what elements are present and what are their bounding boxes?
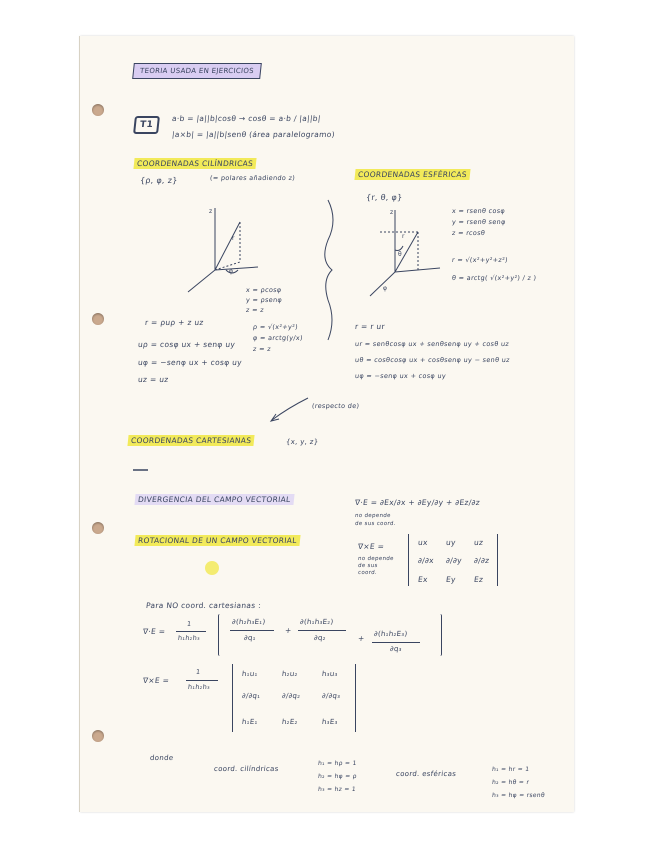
scale-sph-h3: h₃ = hφ = rsenθ (491, 792, 546, 799)
rot-cell: Ez (473, 575, 484, 584)
cyl-r-vec: r = ρuρ + z uz (144, 318, 205, 327)
rotational-note-2: de sus (357, 563, 378, 569)
fraction-bar (176, 631, 206, 632)
plus-sign: + (357, 634, 366, 643)
rot-cell: uy (445, 538, 457, 547)
plus-sign: + (284, 626, 293, 635)
cyl-inv-rho: ρ = √(x²+y²) (252, 323, 299, 331)
cyl-u-phi: uφ = −senφ ux + cosφ uy (137, 358, 243, 367)
phi-label: φ (383, 285, 387, 292)
scale-cyl-h2: h₂ = hφ = ρ (317, 773, 358, 780)
r-label: r (232, 235, 235, 242)
rot-g-cell: ∂/∂q₃ (321, 692, 341, 700)
rot-cell: ux (417, 538, 429, 547)
div-term1-num: ∂(h₂h₃E₁) (231, 618, 266, 626)
sph-u-r: ur = senθcosφ ux + senθsenφ uy + cosθ uz (354, 340, 510, 348)
divergence-note-1: no depende (354, 513, 392, 519)
scale-sph-h1: h₁ = hr = 1 (491, 766, 530, 773)
div-term3-den: ∂q₃ (389, 645, 403, 653)
non-cartesian-note: Para NO coord. cartesianas : (145, 601, 262, 610)
scale-cyl-h3: h₃ = hz = 1 (317, 786, 357, 793)
div-general-lhs: ∇·E = (142, 627, 166, 636)
scale-cyl-label: coord. cilíndricas (213, 765, 280, 773)
rot-g-cell: h₃u₃ (321, 670, 339, 678)
rot-cell: Ey (445, 575, 457, 584)
sph-inv-r: r = √(x²+y²+z²) (451, 256, 509, 264)
rot-cell: Ex (417, 575, 429, 584)
rot-general-lhs: ∇×E = (142, 676, 170, 685)
rotational-lhs: ∇×E = (357, 542, 385, 551)
sph-eq-x: x = rsenθ cosφ (451, 207, 506, 215)
cyl-inv-phi: φ = arctg(y/x) (252, 334, 304, 342)
fraction-bar (186, 680, 218, 681)
theta-label: θ (398, 251, 402, 258)
rot-cell: uz (473, 538, 484, 547)
rot-cell: ∂/∂y (445, 556, 463, 565)
rot-g-cell: ∂/∂q₁ (241, 692, 261, 700)
spherical-vars: {r, θ, φ} (365, 193, 403, 202)
scale-sph-h2: h₂ = hθ = r (491, 779, 530, 786)
donde-label: donde (149, 754, 174, 762)
cross-product-formula: |a×b| = |a||b|senθ (área paralelogramo) (171, 130, 336, 139)
rot-g-cell: h₁E₁ (241, 718, 259, 726)
spherical-heading: COORDENADAS ESFÉRICAS (354, 169, 470, 180)
divergence-note-2: de sus coord. (354, 521, 396, 527)
fraction-bar (230, 630, 274, 631)
div-term1-den: ∂q₁ (243, 634, 257, 642)
sph-inv-theta: θ = arctg( √(x²+y²) / z ) (451, 274, 537, 282)
dot-product-formula: a·b = |a||b|cosθ → cosθ = a·b / |a||b| (171, 114, 322, 123)
scale-cyl-h1: h₁ = hρ = 1 (317, 760, 357, 767)
div-term2-den: ∂q₂ (313, 634, 327, 642)
highlight-blob (205, 561, 219, 575)
divergence-formula: ∇·E = ∂Ex/∂x + ∂Ey/∂y + ∂Ez/∂z (354, 498, 481, 507)
div-frac-num: 1 (186, 620, 192, 628)
rot-g-cell: ∂/∂q₂ (281, 692, 301, 700)
rot-g-cell: h₁u₁ (241, 670, 259, 678)
section-tag: T1 (133, 116, 160, 134)
page-title: TEORIA USADA EN EJERCICIOS (132, 63, 262, 79)
cylindrical-vars: {ρ, φ, z} (139, 176, 179, 185)
rot-g-cell: h₂u₂ (281, 670, 299, 678)
rot-frac-den: h₁h₂h₃ (187, 683, 211, 691)
axis-z-label: z (390, 209, 394, 216)
phi-label: φ (229, 268, 233, 275)
rot-cell: ∂/∂z (473, 556, 490, 565)
cylindrical-note: (= polares añadiendo z) (209, 174, 296, 182)
fraction-bar (298, 630, 346, 631)
rotational-note-1: no depende (357, 556, 395, 562)
div-term2-num: ∂(h₁h₃E₂) (299, 618, 334, 626)
divergence-heading: DIVERGENCIA DEL CAMPO VECTORIAL (134, 494, 294, 505)
cyl-eq-z: z = z (245, 306, 265, 314)
r-label: r (402, 233, 405, 240)
div-frac-den: h₁h₂h₃ (177, 634, 201, 642)
rotational-note-3: coord. (357, 570, 378, 576)
rot-g-cell: h₃E₃ (321, 718, 339, 726)
cartesian-vars: {x, y, z} (285, 438, 319, 446)
cartesian-heading: COORDENADAS CARTESIANAS (127, 435, 254, 446)
cyl-eq-x: x = ρcosφ (245, 286, 282, 294)
rot-frac-num: 1 (195, 668, 201, 676)
cylindrical-heading: COORDENADAS CILÍNDRICAS (133, 158, 256, 169)
div-term3-num: ∂(h₁h₂E₃) (373, 630, 408, 638)
sph-u-theta: uθ = cosθcosφ ux + cosθsenφ uy − senθ uz (354, 356, 511, 364)
rot-cell: ∂/∂x (417, 556, 435, 565)
fraction-bar (372, 642, 420, 643)
sph-eq-z: z = rcosθ (451, 229, 486, 237)
respecto-note: (respecto de) (311, 402, 360, 410)
cyl-u-z: uz = uz (137, 375, 170, 384)
sph-eq-y: y = rsenθ senφ (451, 218, 507, 226)
rot-g-cell: h₂E₂ (281, 718, 299, 726)
scale-sph-label: coord. esféricas (395, 770, 457, 778)
axis-z-label: z (209, 208, 213, 215)
cyl-inv-z: z = z (252, 345, 272, 353)
cyl-u-rho: uρ = cosφ ux + senφ uy (137, 340, 236, 349)
sph-u-phi: uφ = −senφ ux + cosφ uy (354, 372, 447, 380)
rotational-heading: ROTACIONAL DE UN CAMPO VECTORIAL (134, 535, 300, 546)
cyl-eq-y: y = ρsenφ (245, 296, 283, 304)
sph-r-vec: r = r ur (354, 322, 386, 331)
